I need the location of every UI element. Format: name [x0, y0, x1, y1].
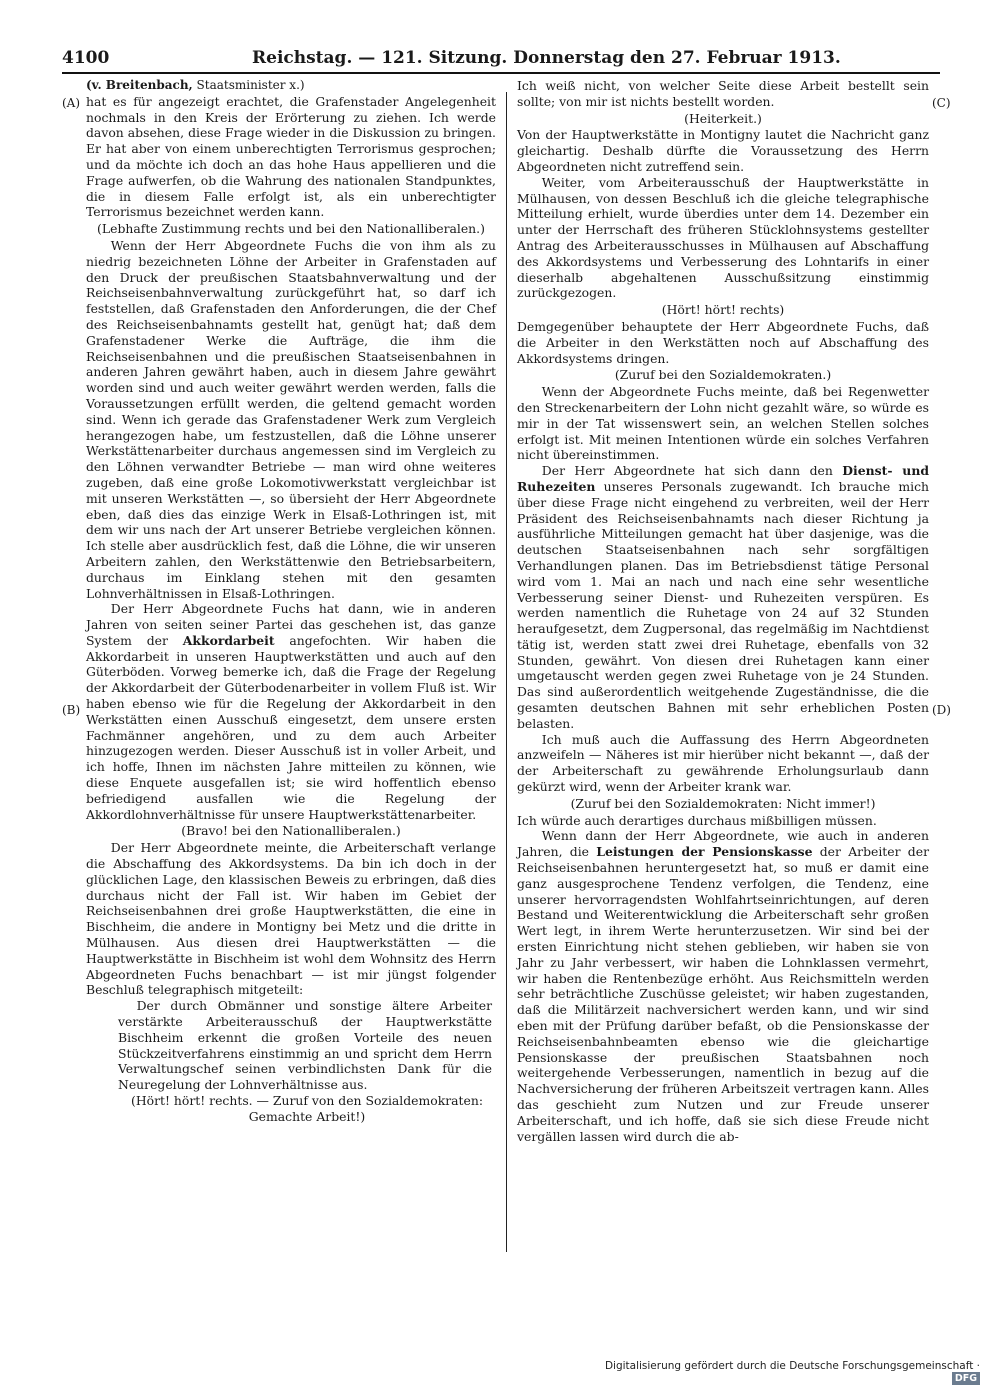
dfg-logo: DFG — [952, 1372, 980, 1385]
emphasis-term: Leistungen der Pensionskasse — [596, 844, 813, 860]
speaker-role: Staatsminister x.) — [192, 78, 305, 92]
paragraph — [517, 828, 929, 1144]
interjection: (Hört! hört! rechts) — [661, 302, 785, 318]
margin-marker-b: (B) — [62, 703, 81, 717]
paragraph: Ich weiß nicht, von welcher Seite diese Arbeit bestellt sein sollte; von mir ist nichts bestellt worden. — [517, 78, 929, 109]
column-divider — [506, 92, 507, 1252]
quoted-telegram: Der durch Obmänner und sonstige ältere Arbeiter verstärkte Arbeiterausschuß der Hauptwerkstätte Bischheim erkennt die großen Vorteile des neuen Stückzeitverfahrens einstimmig an und spricht dem Herrn Verwaltungschef seinen verbindlichsten Dank für die Neuregelung der Lohnverhältnisse aus. — [118, 998, 492, 1093]
paragraph: Ich muß auch die Auffassung des Herrn Abgeordneten anzweifeln — Näheres ist mir hierüber nicht bekannt —, daß der der Arbeiterschaft zu gewährende Erholungsurlaub dann gekürzt wird, wenn der Arbeiter krank war. — [517, 731, 929, 795]
paragraph-text: angefochten. Wir haben die Akkordarbeit in unseren Hauptwerkstätten und auch auf den Güterböden. Vorweg bemerke ich, daß die Frage der Regelung der Akkordarbeit der Güterbodenarbeiter in vollem Fluß ist. Wir haben ebenso wie für die Regelung der Akkordarbeit in den Werkstätten einen Ausschuß eingesetzt, dem unsere ersten Fachmänner angehören, und zu dem auch Arbeiter hinzugezogen werden. Dieser Ausschuß ist in voller Arbeit, und ich hoffe, Ihnen im nächsten Jahre mitteilen zu können, wie diese Enquete ausgefallen ist; sie wird hoffentlich ebenso befriedigend ausfallen wie die Regelung der Akkordlohnverhältnisse für unsere Hauptwerkstättenarbeiter. — [86, 632, 496, 822]
paragraph: Wenn der Abgeordnete Fuchs meinte, daß bei Regenwetter den Streckenarbeitern der Lohn nicht gezahlt wäre, so würde es mir in der Tat wissenswert sein, an welchen Stellen solches erfolgt ist. Mit meinen Intentionen würde ein solches Verfahren nicht übereinstimmen. — [517, 384, 929, 463]
paragraph: Wenn der Herr Abgeordnete Fuchs die von ihm als zu niedrig bezeichneten Löhne der Arbeiter in Grafenstaden auf den Druck der preußischen Staatsbahnverwaltung und der Reichseisenbahnverwaltung zurückgeführt hat, so darf ich feststellen, daß Grafenstaden den Anforderungen, die der Chef des Reichseisenbahnamts gestellt hat, genügt hat; daß dem Grafenstadener Werke die Aufträge, die ihm die Reichseisenbahnen und die preußischen Staatseisenbahnen in anderen Jahren gewährt haben, auch in diesem Jahre gewährt worden sind und auch weiter gewährt werden werden, falls die Voraussetzungen erfüllt werden, die geltend gemacht worden sind. Wenn ich gerade das Grafenstadener Werk zum Vergleich herangezogen habe, um festzustellen, daß die Löhne unserer Werkstättenarbeiter durchaus angemessen sind im Vergleich zu den Löhnen verwandter Betriebe — man wird ohne weiteres zugeben, daß eine große Lokomotivwerkstatt vergleichbar ist mit unseren Werkstätten —, so übersieht der Herr Abgeordnete eben, daß dies das einzige Werk in Elsaß-Lothringen ist, mit dem wir uns nach der Art unserer Betriebe vergleichen können. Ich stelle aber ausdrücklich fest, daß die Löhne, die wir unseren Arbeitern zahlen, den Werkstättenwie den Betriebsarbeitern, durchaus im Einklang stehen mit den gesamten Lohnverhältnissen in Elsaß-Lothringen. — [86, 237, 496, 601]
right-column — [517, 78, 929, 1144]
interjection: (Heiterkeit.) — [684, 110, 762, 126]
page-header — [62, 46, 940, 72]
emphasis-term: Dienst- und Ruhezeiten — [517, 463, 929, 494]
paragraph-text: Wenn dann der Herr Abgeordnete, wie auch in anderen Jahren, die — [517, 828, 929, 860]
page-number: 4100 — [62, 48, 110, 68]
speaker-line — [86, 78, 496, 94]
interjection: (Zuruf bei den Sozialdemokraten.) — [614, 367, 832, 383]
paragraph: Weiter, vom Arbeiterausschuß der Hauptwerkstätte in Mülhausen, von dessen Beschluß ich die gleiche telegraphische Mitteilung erhielt, wurde überdies unter dem 14. Dezember ein unter der Herrschaft des früheren Stücklohnsystems gestellter Antrag des Arbeiterausschusses in Mülhausen auf Abschaffung des Akkordsystems und Verbesserung des Lohntarifs in einer dieserhalb abgehaltenen Ausschußsitzung einstimmig zurückgezogen. — [517, 174, 929, 301]
interjection: (Bravo! bei den Nationalliberalen.) — [181, 823, 401, 839]
paragraph-text: unseres Personals zugewandt. Ich brauche mich über diese Frage nicht eingehend zu verbreiten, weil der Herr Präsident des Reichseisenbahnamts nach dieser Richtung ja ausführliche Mitteilungen gemacht hat über dasjenige, was die deutschen Staatseisenbahnen nach sehr sorgfältigen Verhandlungen planen. Das im Betriebsdienst tätige Personal wird vom 1. Mai an nach und nach eine sehr wesentliche Verbesserung seiner Dienst- und Ruhezeiten verspüren. Es werden namentlich die Ruhetage von 24 auf 32 Stunden heraufgesetzt, dem Zugpersonal, das regelmäßig im Nachtdienst tätig ist, werden statt zwei drei Ruhetage, ebenfalls von 32 Stunden, gewährt. Von diesen drei Ruhetagen kann einer umgetauscht werden gegen zwei Ruhetage von je 24 Stunden. Das sind außerordentlich weitgehende Zugeständnisse, die die gesamten deutschen Bahnen mit sehr erheblichen Posten belasten. — [517, 478, 929, 731]
margin-marker-a: (A) — [62, 96, 81, 110]
paragraph: Ich würde auch derartiges durchaus mißbilligen müssen. — [517, 812, 877, 828]
paragraph — [517, 463, 929, 732]
speaker-name: (v. Breitenbach, — [86, 78, 193, 92]
page-title: Reichstag. — 121. Sitzung. Donnerstag den 27. Februar 1913. — [252, 48, 841, 68]
margin-marker-d: (D) — [932, 703, 951, 717]
paragraph — [86, 601, 496, 822]
paragraph: hat es für angezeigt erachtet, die Grafenstader Angelegenheit nochmals in den Kreis der Erörterung zu ziehen. Ich werde davon absehen, diese Frage wieder in die Diskussion zu bringen. Er hat aber von einem unberechtigten Terrorismus gesprochen; und da möchte ich doch an das hohe Haus appellieren und die Frage aufwerfen, ob die Wahrung des nationalen Standpunktes, die in diesem Falle erfolgt ist, als ein unberechtigter Terrorismus bezeichnet werden kann. — [86, 93, 496, 220]
paragraph: Demgegenüber behauptete der Herr Abgeordnete Fuchs, daß die Arbeiter in den Werkstätten noch auf Abschaffung des Akkordsystems dringen. — [517, 318, 929, 366]
emphasis-term: Akkordarbeit — [182, 632, 275, 648]
paragraph: Der Herr Abgeordnete meinte, die Arbeiterschaft verlange die Abschaffung des Akkordsystems. Da bin ich doch in der glücklichen Lage, den klassischen Beweis zu erbringen, daß dies durchaus nicht der Fall ist. Wir haben im Gebiet der Reichseisenbahnen drei große Hauptwerkstätten, die eine in Bischheim, die andere in Montigny bei Metz und die dritte in Mülhausen. Aus diesen drei Hauptwerkstätten — die Hauptwerkstätte in Bischheim ist wohl dem Wohnsitz des Herrn Abgeordneten Fuchs benachbart — ist mir jüngst folgender Beschluß telegraphisch mitgeteilt: — [86, 840, 496, 998]
interjection: (Hört! hört! rechts. — Zuruf von den Sozialdemokraten: Gemachte Arbeit!) — [130, 1093, 484, 1124]
credit-text: Digitalisierung gefördert durch die Deutsche Forschungsgemeinschaft · — [604, 1360, 980, 1372]
margin-marker-c: (C) — [932, 96, 951, 110]
digitization-credit — [600, 1360, 980, 1384]
paragraph: Von der Hauptwerkstätte in Montigny lautet die Nachricht ganz gleichartig. Deshalb dürfte die Voraussetzung des Herrn Abgeordneten nicht zutreffend sein. — [517, 127, 929, 174]
paragraph-text: der Arbeiter der Reichseisenbahnen heruntergesetzt hat, so muß er damit eine ganz ausgesprochene Tendenz verfolgen, die Tendenz, eine unserer hervorragendsten Wohlfahrtseinrichtungen, auf deren Bestand und Weiterentwicklung die Arbeiterschaft sehr großen Wert legt, in ihrem Werte herunterzusetzen. Wir sind bei der ersten Einrichtung nicht stehen geblieben, wir haben sie von Jahr zu Jahr verbessert, wir haben die Lohnklassen vermehrt, wir haben die Rentenbezüge erhöht. Aus Reichsmitteln werden sehr beträchtliche Zuschüsse geleistet; wir haben zugestanden, daß die Militärzeit nachversichert werden kann, und wir sind eben mit der Prüfung darüber befaßt, ob die Pensionskasse der Reichseisenbahnbeamten ebenso wie die gleichartige Pensionskasse der preußischen Staatsbahnen noch weitergehende Verbesserungen, namentlich in bezug auf die Nachversicherung der früheren Arbeitszeit vertragen kann. Alles das geschieht zum Nutzen und zur Freude unserer Arbeiterschaft, und ich hoffe, daß sie sich diese Freude nicht vergällen lassen wird durch die ab- — [517, 844, 929, 1144]
paragraph-text: Der Herr Abgeordnete Fuchs hat dann, wie in anderen Jahren von seiten seiner Partei das geschehen ist, das ganze System der — [86, 601, 496, 648]
paragraph-text: Der Herr Abgeordnete hat sich dann den — [541, 463, 843, 479]
interjection: (Zuruf bei den Sozialdemokraten: Nicht immer!) — [570, 795, 876, 811]
header-rule — [62, 72, 940, 74]
left-column — [86, 78, 496, 1125]
interjection: (Lebhafte Zustimmung rechts und bei den Nationalliberalen.) — [97, 221, 485, 237]
